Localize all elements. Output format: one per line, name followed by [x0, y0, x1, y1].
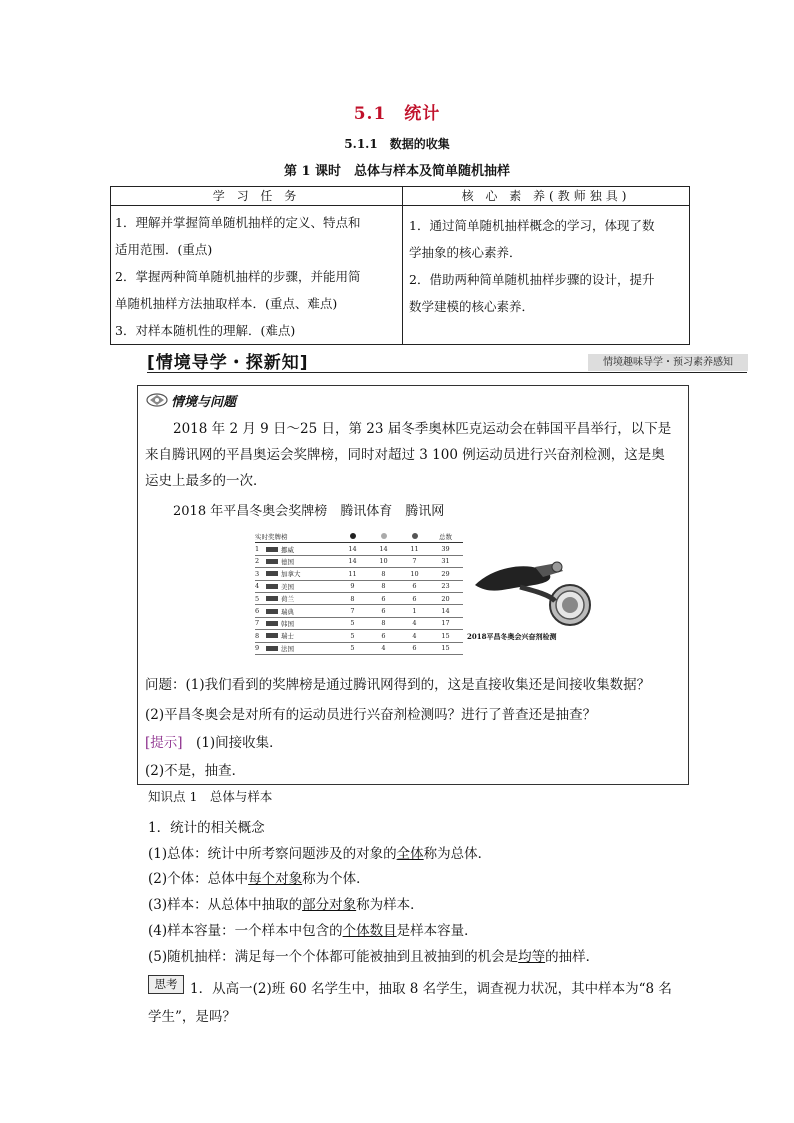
banner-rule	[147, 372, 747, 373]
medal-header-row	[255, 531, 463, 543]
concept-text: (2)个体：总体中	[148, 871, 249, 887]
scenario-heading: 情境与问题	[171, 395, 237, 410]
medal-rank: 4	[255, 582, 260, 591]
medal-gold: 8	[350, 594, 355, 603]
medal-silver: 8	[381, 619, 386, 628]
literacy-line: 学抽象的核心素养．	[409, 245, 522, 260]
tasks-header: 学 习 任 务	[111, 187, 403, 206]
flag-icon	[266, 646, 278, 651]
section-banner: [情境导学・探新知]	[147, 353, 309, 373]
concept-text: (3)样本：从总体中抽取的	[148, 897, 303, 913]
question-2: (2)平昌冬奥会是对所有的运动员进行兴奋剂检测吗？进行了普查还是抽查？	[145, 707, 597, 723]
medal-total: 31	[441, 557, 450, 566]
hint-line	[145, 731, 283, 751]
medal-country: 挪威	[281, 545, 294, 554]
hint-answer-1: (1)间接收集．	[182, 735, 283, 751]
medal-gold: 9	[350, 582, 355, 591]
task-line: 2．掌握两种简单随机抽样的步骤，并能用简	[115, 269, 361, 284]
scenario-icon	[146, 392, 168, 407]
medal-rows	[255, 543, 463, 655]
objectives-table	[110, 186, 690, 345]
medal-silver: 8	[381, 569, 386, 578]
flag-icon	[266, 547, 278, 552]
medal-rank: 3	[255, 569, 260, 578]
medal-bronze: 7	[412, 557, 417, 566]
literacy-line: 2．借助两种简单随机抽样步骤的设计，提升	[409, 272, 655, 287]
medal-bronze: 10	[410, 569, 419, 578]
concept-text: (4)样本容量：一个样本中包含的	[148, 923, 343, 939]
concept-key: 每个对象	[248, 871, 303, 887]
scenario-text: 2018 年 2 月 9 日～25 日，第 23 届冬季奥林匹克运动会在韩国平昌举行，以下是来自腾讯网的平昌奥运会奖牌榜，同时对超过 3 100 例运动员进行兴奋剂检测，这是奥运史上最多的一次．	[145, 421, 672, 489]
medal-total: 14	[441, 607, 450, 616]
medal-gold: 5	[350, 644, 355, 653]
medal-gold: 14	[348, 557, 357, 566]
concept-key: 全体	[396, 846, 424, 862]
medal-gold: 7	[350, 607, 355, 616]
knowledge-point-title: 知识点 1 总体与样本	[148, 789, 273, 804]
flag-icon	[266, 633, 278, 638]
medal-bronze: 6	[412, 582, 417, 591]
gold-icon	[337, 533, 368, 541]
medal-silver: 6	[381, 594, 386, 603]
medal-total: 17	[441, 619, 450, 628]
concept-text: 称为总体．	[423, 846, 492, 862]
concept-text: 的抽样．	[545, 949, 600, 965]
concept-key: 部分对象	[302, 897, 357, 913]
medal-silver: 8	[381, 582, 386, 591]
medal-row	[255, 630, 463, 642]
image-caption: 2018平昌冬奥会兴奋剂检测	[467, 632, 557, 641]
banner-tag: 情境趣味导学・预习素养感知	[588, 354, 748, 371]
literacy-cell	[403, 206, 690, 345]
medal-rank: 1	[255, 545, 260, 554]
medal-gold: 5	[350, 619, 355, 628]
concept-text: (1)总体：统计中所考察问题涉及的对象的	[148, 846, 397, 862]
concept-individual	[148, 867, 370, 887]
medal-rank: 5	[255, 594, 260, 603]
lesson-title: 第 1 课时 总体与样本及简单随机抽样	[283, 164, 511, 179]
medal-table	[255, 531, 463, 655]
medal-row	[255, 543, 463, 555]
concept-text: (5)随机抽样：满足每一个个体都可能被抽到且被抽到的机会是	[148, 949, 519, 965]
literacy-line: 数学建模的核心素养．	[409, 299, 535, 314]
medal-country: 法国	[281, 644, 294, 653]
hint-label: [提示]	[145, 735, 183, 751]
medal-table-title: 实时奖牌榜	[255, 533, 288, 542]
silver-icon	[368, 533, 399, 541]
medal-silver: 14	[379, 545, 388, 554]
section-title: 5.1 统计	[353, 104, 441, 124]
flag-icon	[266, 584, 278, 589]
medal-bronze: 11	[410, 545, 419, 554]
literacy-header: 核 心 素 养(教师独具)	[403, 187, 690, 206]
task-line: 单随机抽样方法抽取样本．(重点、难点)	[115, 296, 338, 311]
medal-row	[255, 605, 463, 617]
medal-total: 15	[441, 644, 450, 653]
doping-test-image	[465, 555, 595, 630]
medal-country: 韩国	[281, 619, 294, 628]
medal-rank: 8	[255, 631, 260, 640]
source-line: 2018 年平昌冬奥会奖牌榜 腾讯体育 腾讯网	[173, 504, 445, 519]
concept-text: 称为个体．	[302, 871, 370, 887]
medal-rank: 9	[255, 644, 260, 653]
medal-bronze: 1	[412, 607, 417, 616]
medal-total: 15	[441, 631, 450, 640]
medal-row	[255, 556, 463, 568]
flag-icon	[266, 609, 278, 614]
medal-bronze: 4	[412, 619, 417, 628]
concept-text: 称为样本．	[356, 897, 424, 913]
subsection-title: 5.1.1 数据的收集	[344, 137, 450, 151]
hint-answer-2: (2)不是，抽查．	[145, 763, 246, 779]
medal-country: 瑞士	[281, 632, 294, 641]
think-question-cont: 学生”，是吗？	[148, 1009, 236, 1025]
medal-bronze: 6	[412, 594, 417, 603]
medal-silver: 10	[379, 557, 388, 566]
total-label: 总数	[439, 533, 452, 542]
medal-rank: 6	[255, 607, 260, 616]
medal-row	[255, 643, 463, 655]
medal-country: 瑞典	[281, 607, 294, 616]
medal-rank: 2	[255, 557, 260, 566]
flag-icon	[266, 596, 278, 601]
medal-silver: 6	[381, 607, 386, 616]
medal-total: 39	[441, 545, 450, 554]
flag-icon	[266, 571, 278, 576]
concept-key: 个体数目	[342, 923, 397, 939]
task-line: 1．理解并掌握简单随机抽样的定义、特点和	[115, 215, 361, 230]
concept-sample	[148, 893, 424, 913]
concept-random-sampling	[148, 945, 599, 965]
tasks-cell	[111, 206, 403, 345]
medal-bronze: 4	[412, 631, 417, 640]
flag-icon	[266, 621, 278, 626]
medal-bronze: 6	[412, 644, 417, 653]
literacy-line: 1．通过简单随机抽样概念的学习，体现了数	[409, 218, 655, 233]
task-line: 适用范围．(重点)	[115, 242, 213, 257]
medal-country: 加拿大	[281, 570, 301, 579]
think-tag: 思考	[148, 975, 184, 994]
bronze-icon	[399, 533, 430, 541]
medal-total: 29	[441, 569, 450, 578]
medal-row	[255, 568, 463, 580]
medal-rank: 7	[255, 619, 260, 628]
concept-sample-size	[148, 919, 478, 939]
flag-icon	[266, 559, 278, 564]
medal-row	[255, 581, 463, 593]
medal-country: 美国	[281, 582, 294, 591]
medal-row	[255, 593, 463, 605]
medal-gold: 11	[348, 569, 357, 578]
medal-silver: 6	[381, 631, 386, 640]
medal-silver: 4	[381, 644, 386, 653]
medal-country: 德国	[281, 557, 294, 566]
medal-gold: 5	[350, 631, 355, 640]
medal-gold: 14	[348, 545, 357, 554]
concept-key: 均等	[518, 949, 546, 965]
medal-country: 荷兰	[281, 595, 294, 604]
concept-text: 是样本容量．	[396, 923, 478, 939]
concept-heading: 1．统计的相关概念	[148, 820, 265, 836]
medal-total: 23	[441, 582, 450, 591]
concept-population	[148, 842, 491, 862]
question-1: 问题：(1)我们看到的奖牌榜是通过腾讯网得到的，这是直接收集还是间接收集数据？	[145, 677, 651, 693]
task-line: 3．对样本随机性的理解．(难点)	[115, 323, 296, 338]
think-question: 1．从高一(2)班 60 名学生中，抽取 8 名学生，调查视力状况，其中样本为“8 名	[190, 981, 672, 997]
medal-row	[255, 618, 463, 630]
medal-total: 20	[441, 594, 450, 603]
